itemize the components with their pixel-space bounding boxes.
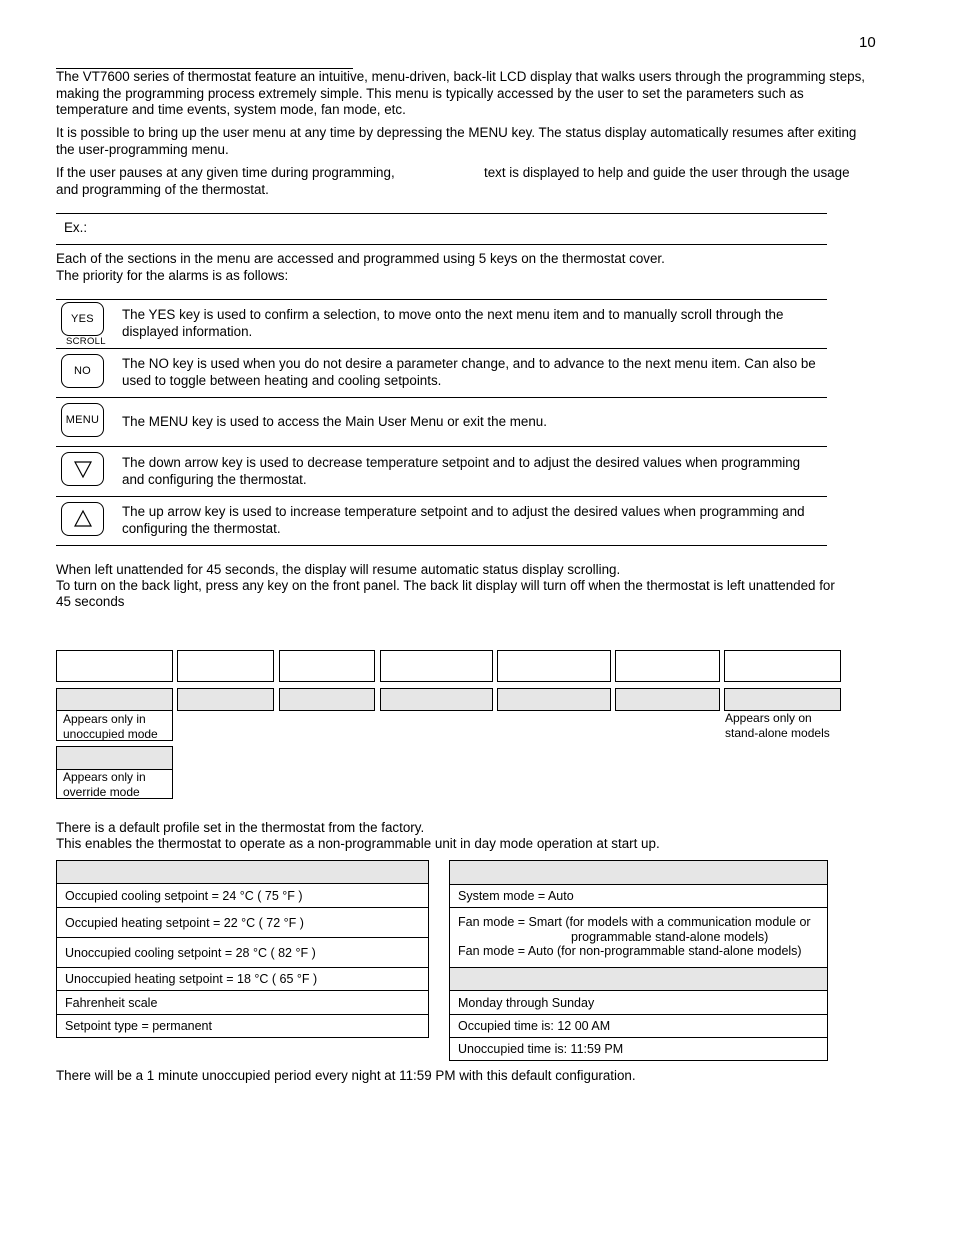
page-number: 10 xyxy=(859,34,876,51)
intro-paragraph-2: It is possible to bring up the user menu at any time by depressing the MENU key. The status display automatically resumes after exiting the user-programming menu. xyxy=(56,125,857,157)
keys-table-rule-0 xyxy=(56,299,827,300)
intro-paragraph-3b: text is displayed to help and guide the user through the usage xyxy=(484,165,850,180)
scroll-key-sublabel: SCROLL xyxy=(66,336,106,347)
fan-mode-cell xyxy=(449,907,828,968)
down-key-description: The down arrow key is used to decrease temperature setpoint and to adjust the desired values when programming and configuring the thermostat. xyxy=(122,455,801,487)
unoccupied-note-text: Appears only in unoccupied mode xyxy=(63,712,158,741)
fan-mode-auto-line: Fan mode = Auto (for non-programmable stand-alone models) xyxy=(458,944,802,958)
left-table-cell: Fahrenheit scale xyxy=(65,995,158,1010)
menu-box-4 xyxy=(380,650,493,682)
override-label xyxy=(56,746,173,770)
unoccupied-time-cell: Unoccupied time is: 11:59 PM xyxy=(458,1042,624,1056)
menu-box-1 xyxy=(56,650,173,682)
no-key-label: NO xyxy=(73,365,92,377)
left-table-cell: Setpoint type = permanent xyxy=(65,1019,212,1033)
menu-box-3 xyxy=(279,650,375,682)
left-table-cell: Occupied heating setpoint = 22 °C ( 72 °F ) xyxy=(65,915,304,930)
left-table-row xyxy=(56,907,429,938)
no-key-description: The NO key is used when you do not desire a parameter change, and to advance to the next menu item. Can also be used to toggle between heating and cooling setpoints. xyxy=(122,356,816,388)
menu-label-4 xyxy=(380,688,493,711)
menu-key-label: MENU xyxy=(65,414,100,426)
right-table-row xyxy=(449,1014,828,1038)
example-top-rule xyxy=(56,213,827,214)
default-profile-line-1: There is a default profile set in the thermostat from the factory. xyxy=(56,820,425,835)
override-note-text: Appears only in override mode xyxy=(63,770,146,799)
unoccupied-note-box xyxy=(56,710,173,741)
example-bottom-rule xyxy=(56,244,827,245)
down-arrow-key-icon xyxy=(61,452,104,486)
right-table-row xyxy=(449,884,828,908)
menu-box-5 xyxy=(497,650,611,682)
left-table-header xyxy=(56,860,429,884)
intro-paragraph-3c: and programming of the thermostat. xyxy=(56,182,269,197)
system-mode-cell: System mode = Auto xyxy=(458,889,574,903)
menu-key-description: The MENU key is used to access the Main User Menu or exit the menu. xyxy=(122,414,547,429)
backlight-line-1: When left unattended for 45 seconds, the display will resume automatic status display scrolling. xyxy=(56,562,621,577)
left-table-cell: Unoccupied heating setpoint = 18 °C ( 65 °F ) xyxy=(65,972,318,986)
footer-note: There will be a 1 minute unoccupied period every night at 11:59 PM with this default configuration. xyxy=(56,1068,636,1083)
keys-table-rule-5 xyxy=(56,545,827,546)
standalone-note-text: Appears only on stand-alone models xyxy=(725,711,830,740)
intro-paragraph-1: The VT7600 series of thermostat feature an intuitive, menu-driven, back-lit LCD display that walks users through the programming steps, making the programming process extremely simple. This menu is typically accessed by the user to set the parameters such as temperature and time events, system mode, fan mode, etc. xyxy=(56,69,866,117)
menu-label-6 xyxy=(615,688,720,711)
up-arrow-key-icon xyxy=(61,502,104,536)
example-label: Ex.: xyxy=(64,220,88,235)
menu-label-7 xyxy=(724,688,841,711)
menu-box-2 xyxy=(177,650,274,682)
keys-table-rule-3 xyxy=(56,446,827,447)
down-arrow-icon xyxy=(73,459,93,479)
days-cell: Monday through Sunday xyxy=(458,995,595,1010)
left-table-row xyxy=(56,937,429,968)
up-key-description: The up arrow key is used to increase temperature setpoint and to adjust the desired values when programming and configuring the thermostat. xyxy=(122,504,805,536)
default-profile-line-2: This enables the thermostat to operate as a non-programmable unit in day mode operation at start up. xyxy=(56,836,660,851)
keys-table-rule-4 xyxy=(56,496,827,497)
no-key-icon xyxy=(61,354,104,388)
yes-key-icon xyxy=(61,302,104,336)
left-table-row xyxy=(56,967,429,991)
up-arrow-icon xyxy=(73,509,93,529)
keys-table-rule-1 xyxy=(56,348,827,349)
keys-intro-line-2: The priority for the alarms is as follows: xyxy=(56,268,289,283)
menu-key-icon xyxy=(61,403,104,437)
menu-box-6 xyxy=(615,650,720,682)
menu-label-2 xyxy=(177,688,274,711)
menu-box-7 xyxy=(724,650,841,682)
left-table-row xyxy=(56,990,429,1015)
menu-label-5 xyxy=(497,688,611,711)
menu-label-1 xyxy=(56,688,173,711)
right-table-row xyxy=(449,1037,828,1061)
backlight-line-2: To turn on the back light, press any key on the front panel. The back lit display will turn off when the thermostat is left unattended for xyxy=(56,578,835,593)
occupied-time-cell: Occupied time is: 12 00 AM xyxy=(458,1019,611,1033)
backlight-line-3: 45 seconds xyxy=(56,594,125,609)
left-table-row xyxy=(56,883,429,908)
left-table-cell: Unoccupied cooling setpoint = 28 °C ( 82 °F ) xyxy=(65,945,316,960)
right-table-row xyxy=(449,990,828,1015)
right-table-header xyxy=(449,860,828,885)
fan-mode-smart-line-2: programmable stand-alone models) xyxy=(571,930,769,944)
yes-key-description: The YES key is used to confirm a selection, to move onto the next menu item and to manually scroll through the displayed information. xyxy=(122,307,784,339)
intro-paragraph-3a: If the user pauses at any given time during programming, xyxy=(56,165,395,180)
yes-key-label: YES xyxy=(71,313,94,325)
keys-intro-line-1: Each of the sections in the menu are accessed and programmed using 5 keys on the thermostat cover. xyxy=(56,251,665,266)
schedule-header xyxy=(449,967,828,991)
left-table-row xyxy=(56,1014,429,1038)
override-note-box xyxy=(56,769,173,799)
menu-label-3 xyxy=(279,688,375,711)
fan-mode-smart-line: Fan mode = Smart (for models with a communication module or xyxy=(458,915,811,929)
keys-table-rule-2 xyxy=(56,397,827,398)
left-table-cell: Occupied cooling setpoint = 24 °C ( 75 °F ) xyxy=(65,888,303,903)
